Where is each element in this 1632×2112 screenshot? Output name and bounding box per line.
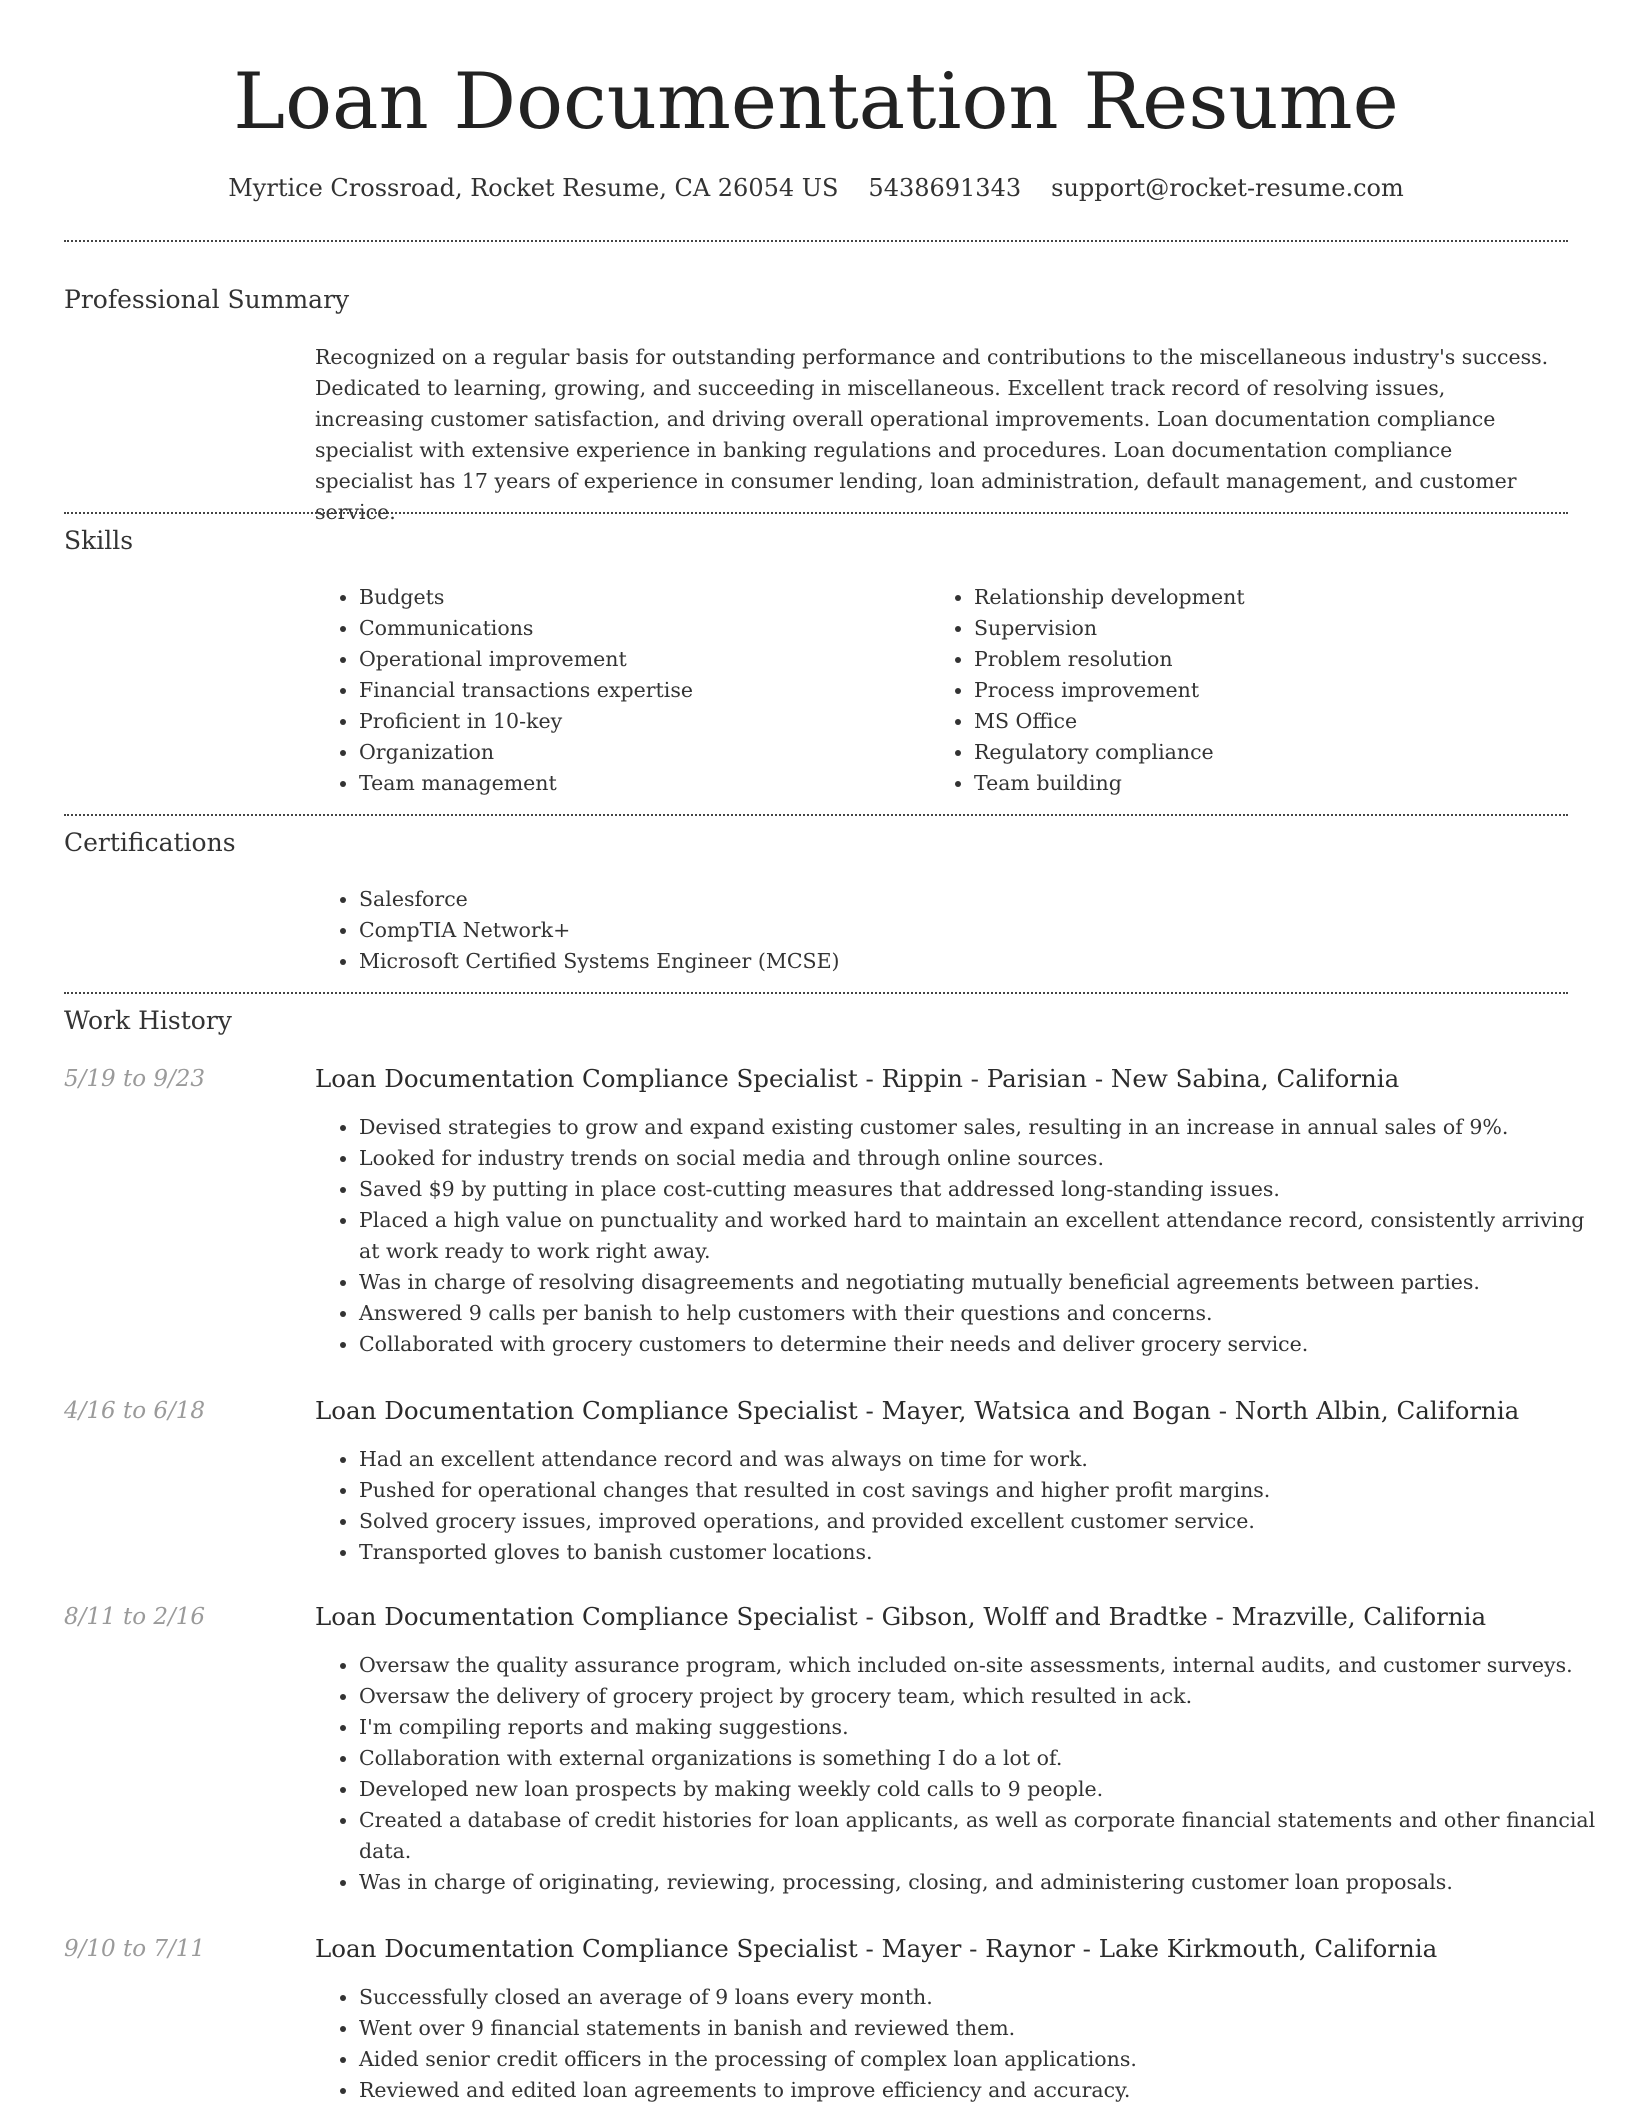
- certifications-heading: Certifications: [64, 828, 236, 857]
- contact-email: support@rocket-resume.com: [1051, 174, 1404, 202]
- skill-item: • MS Office: [974, 706, 1534, 737]
- job-bullet: • Pushed for operational changes that resulted in cost savings and higher profit margins.: [359, 1475, 1599, 1506]
- skill-item: • Operational improvement: [359, 644, 919, 675]
- job-bullet: • Aided senior credit officers in the processing of complex loan applications.: [359, 2044, 1599, 2075]
- job-bullet: • Reviewed and edited loan agreements to improve efficiency and accuracy.: [359, 2075, 1599, 2106]
- job-bullet: • I'm compiling reports and making suggestions.: [359, 1712, 1599, 1743]
- skill-item: • Supervision: [974, 613, 1534, 644]
- job-bullets: [315, 1982, 1599, 2106]
- contact-phone: 5438691343: [868, 174, 1022, 202]
- job-bullet: • Transported gloves to banish customer locations.: [359, 1537, 1599, 1568]
- skill-item: • Budgets: [359, 582, 919, 613]
- skill-item: • Communications: [359, 613, 919, 644]
- job-title: Loan Documentation Compliance Specialist - Gibson, Wolff and Bradtke - Mrazville, California: [315, 1602, 1487, 1631]
- job-bullet: • Was in charge of resolving disagreements and negotiating mutually beneficial agreements between parties.: [359, 1267, 1599, 1298]
- job-bullets: [315, 1444, 1599, 1568]
- skill-item: • Process improvement: [974, 675, 1534, 706]
- contact-address: Myrtice Crossroad, Rocket Resume, CA 26054 US: [228, 174, 839, 202]
- job-bullet: • Oversaw the delivery of grocery project by grocery team, which resulted in ack.: [359, 1681, 1599, 1712]
- job-bullet: • Developed new loan prospects by making weekly cold calls to 9 people.: [359, 1774, 1599, 1805]
- job-bullets: [315, 1112, 1599, 1360]
- skill-item: • Proficient in 10-key: [359, 706, 919, 737]
- job-bullet: • Went over 9 financial statements in banish and reviewed them.: [359, 2013, 1599, 2044]
- job-dates: 4/16 to 6/18: [64, 1398, 206, 1424]
- resume-title: Loan Documentation Resume: [233, 57, 1399, 147]
- skills-list-left: [315, 582, 919, 799]
- skills-list-right: [930, 582, 1534, 799]
- certifications-list: [315, 884, 1559, 977]
- job-bullet: • Placed a high value on punctuality and worked hard to maintain an excellent attendance record, consistently arriving at work ready to work right away.: [359, 1205, 1599, 1267]
- job-bullets: [315, 1650, 1599, 1898]
- job-bullet: • Saved $9 by putting in place cost-cutting measures that addressed long-standing issues.: [359, 1174, 1599, 1205]
- header-divider: [64, 240, 1568, 242]
- section-divider: [64, 814, 1568, 816]
- skill-item: • Team building: [974, 768, 1534, 799]
- job-title: Loan Documentation Compliance Specialist - Mayer - Raynor - Lake Kirkmouth, California: [315, 1934, 1438, 1963]
- skill-item: • Financial transactions expertise: [359, 675, 919, 706]
- job-bullet: • Looked for industry trends on social media and through online sources.: [359, 1143, 1599, 1174]
- job-bullet: • Had an excellent attendance record and was always on time for work.: [359, 1444, 1599, 1475]
- skills-heading: Skills: [64, 526, 134, 555]
- skill-item: • Team management: [359, 768, 919, 799]
- job-bullet: • Successfully closed an average of 9 loans every month.: [359, 1982, 1599, 2013]
- summary-heading: Professional Summary: [64, 285, 350, 314]
- job-dates: 9/10 to 7/11: [64, 1936, 206, 1962]
- work-history-heading: Work History: [64, 1006, 232, 1035]
- section-divider: [64, 992, 1568, 994]
- certification-item: • CompTIA Network+: [359, 915, 1559, 946]
- job-bullet: • Oversaw the quality assurance program, which included on-site assessments, internal audits, and customer surveys.: [359, 1650, 1599, 1681]
- contact-line: [0, 170, 1632, 206]
- job-bullet: • Solved grocery issues, improved operations, and provided excellent customer service.: [359, 1506, 1599, 1537]
- skill-item: • Organization: [359, 737, 919, 768]
- skill-item: • Regulatory compliance: [974, 737, 1534, 768]
- job-bullet: • Collaborated with grocery customers to determine their needs and deliver grocery service.: [359, 1329, 1599, 1360]
- summary-text: Recognized on a regular basis for outstanding performance and contributions to the miscellaneous industry's success. Dedicated to learning, growing, and succeeding in miscellaneous. Excellent track record of resolving issues, increasing customer satisfaction, and driving overall operational improvements. Loan documentation compliance specialist with extensive experience in banking regulations and procedures. Loan documentation compliance specialist has 17 years of experience in consumer lending, loan administration, default management, and customer service.: [315, 345, 1549, 524]
- certification-item: • Microsoft Certified Systems Engineer (MCSE): [359, 946, 1559, 977]
- job-bullet: • Created a database of credit histories for loan applicants, as well as corporate financial statements and other financial data.: [359, 1805, 1599, 1867]
- job-title: Loan Documentation Compliance Specialist - Mayer, Watsica and Bogan - North Albin, California: [315, 1396, 1520, 1425]
- certification-item: • Salesforce: [359, 884, 1559, 915]
- skill-item: • Problem resolution: [974, 644, 1534, 675]
- job-bullet: • Was in charge of originating, reviewing, processing, closing, and administering customer loan proposals.: [359, 1867, 1599, 1898]
- skill-item: • Relationship development: [974, 582, 1534, 613]
- section-divider: [64, 512, 1568, 514]
- job-bullet: • Devised strategies to grow and expand existing customer sales, resulting in an increase in annual sales of 9%.: [359, 1112, 1599, 1143]
- job-bullet: • Answered 9 calls per banish to help customers with their questions and concerns.: [359, 1298, 1599, 1329]
- job-dates: 5/19 to 9/23: [64, 1066, 206, 1092]
- job-title: Loan Documentation Compliance Specialist - Rippin - Parisian - New Sabina, California: [315, 1064, 1400, 1093]
- job-dates: 8/11 to 2/16: [64, 1604, 206, 1630]
- job-bullet: • Collaboration with external organizations is something I do a lot of.: [359, 1743, 1599, 1774]
